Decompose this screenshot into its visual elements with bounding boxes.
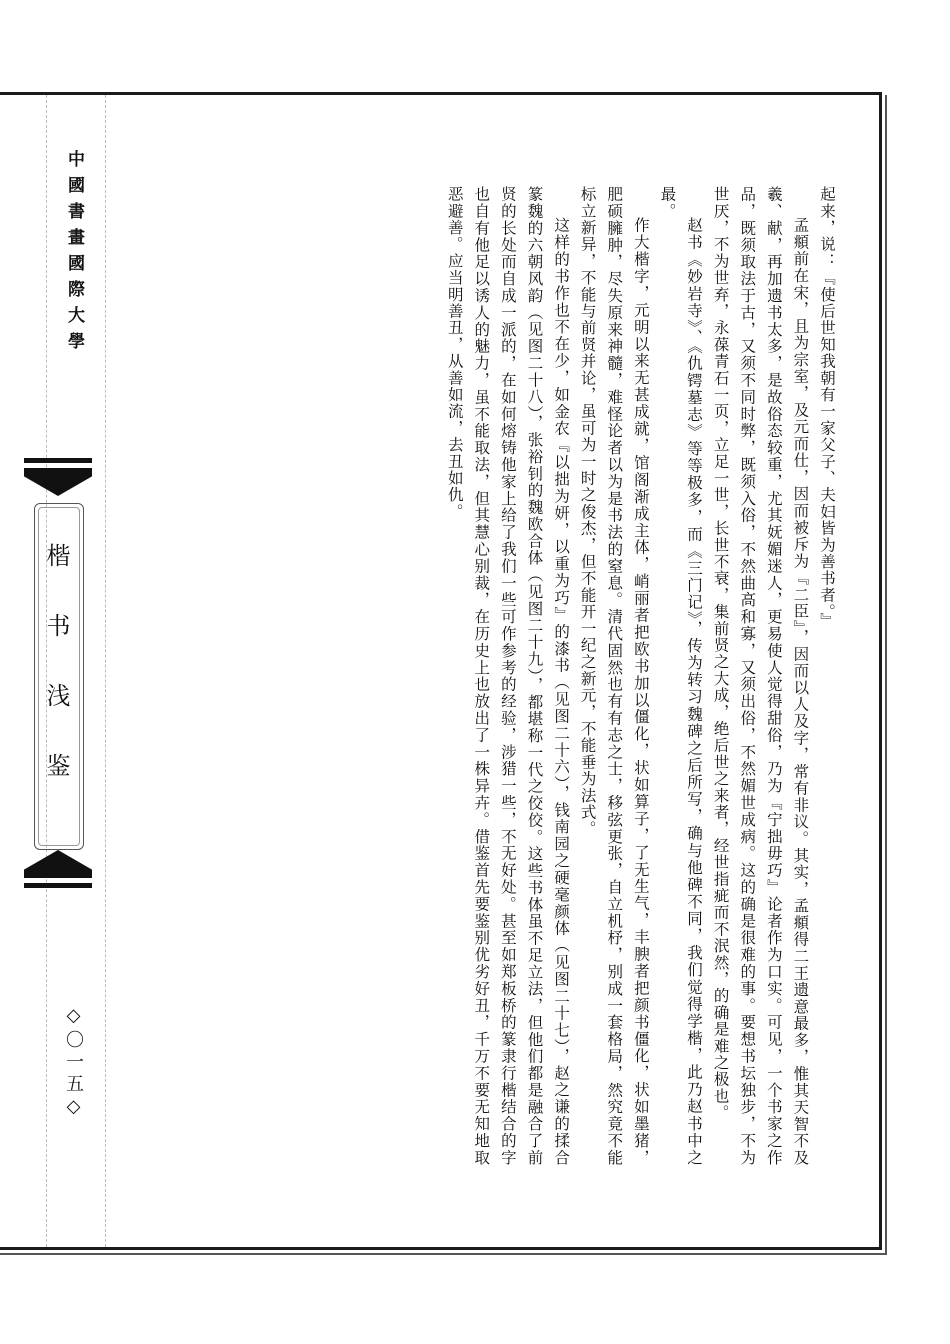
paragraph: 孟頫前在宋，且为宗室，及元而仕，因而被斥为『二臣』，因而以人及字，常有非议。其实，孟頫得二王遗意最多，惟其天智不及羲、献，再加遗书太多，是故俗态较重，尤其妩媚迷人，更易使人觉得甜俗，乃为『宁拙毋巧』论者作为口实。可见，一个书家之作品，既须取法于古，又须不同时弊，既须入俗，不然曲高和寡，又须出俗，不然媚世成病。这的确是很难的事。要想书坛独步，不为世厌，不为世弃，永葆青石一页，立足一世，长世不衰，集前贤之大成，绝后世之来者，经世指疵而不泯然，的确是难之极也。 xyxy=(711,186,810,1166)
title-bottom-rule xyxy=(24,883,92,888)
book-title: 楷书浅鉴 xyxy=(42,543,70,823)
main-text xyxy=(420,186,840,1166)
paragraph: 起来，说：『使后世知我朝有一家父子、夫妇皆为善书者。』 xyxy=(818,186,836,630)
page-number: ◇〇一五◇ xyxy=(63,1005,84,1121)
title-bottom-ornament xyxy=(24,850,92,878)
paragraph: 赵书《妙岩寺》、《仇锷墓志》等等极多，而《三门记》，传为转习魏碑之后所写，确与他碑不同，我们觉得学楷，此乃赵书中之最。 xyxy=(658,186,704,1166)
paragraph: 这样的书作也不在少，如金农『以拙为妍，以重为巧』的漆书（见图二十六），钱南园之硬毫颜体（见图二十七），赵之谦的揉合篆魏的六朝风韵（见图二十八），张裕钊的魏欧合体（见图二十九），都堪称一代之佼佼。这些书体虽不足立法，但他们都是融合了前贤的长处而自成一派的，在如何熔铸他家上给了我们一些可作参考的经验，涉猎一些，不无好处。甚至如郑板桥的篆隶行楷结合的字也自有他足以诱人的魅力，虽不能取法，但其慧心别裁，在历史上也放出了一株异卉。借鉴首先要鉴别优劣好丑，千万不要无知地取恶避善。应当明善丑，从善如流，去丑如仇。 xyxy=(445,186,571,1166)
book-title-panel xyxy=(16,458,114,888)
title-top-rule xyxy=(24,458,92,463)
university-name: 中國書畫國際大學 xyxy=(64,150,84,358)
title-top-ornament xyxy=(24,468,92,496)
paragraph: 作大楷字，元明以来无甚成就，馆阁渐成主体，峭丽者把欧书加以僵化，状如算子，了无生气，丰腴者把颜书僵化，状如墨猪，肥硕臃肿，尽失原来神髓，难怪论者以为是书法的窒息。清代固然也有有志之士，移弦更张，自立机杼，别成一套格局，然究竟不能标立新异，不能与前贤并论，虽可为一时之俊杰，但不能开一纪之新元，不能垂为法式。 xyxy=(578,186,650,1166)
